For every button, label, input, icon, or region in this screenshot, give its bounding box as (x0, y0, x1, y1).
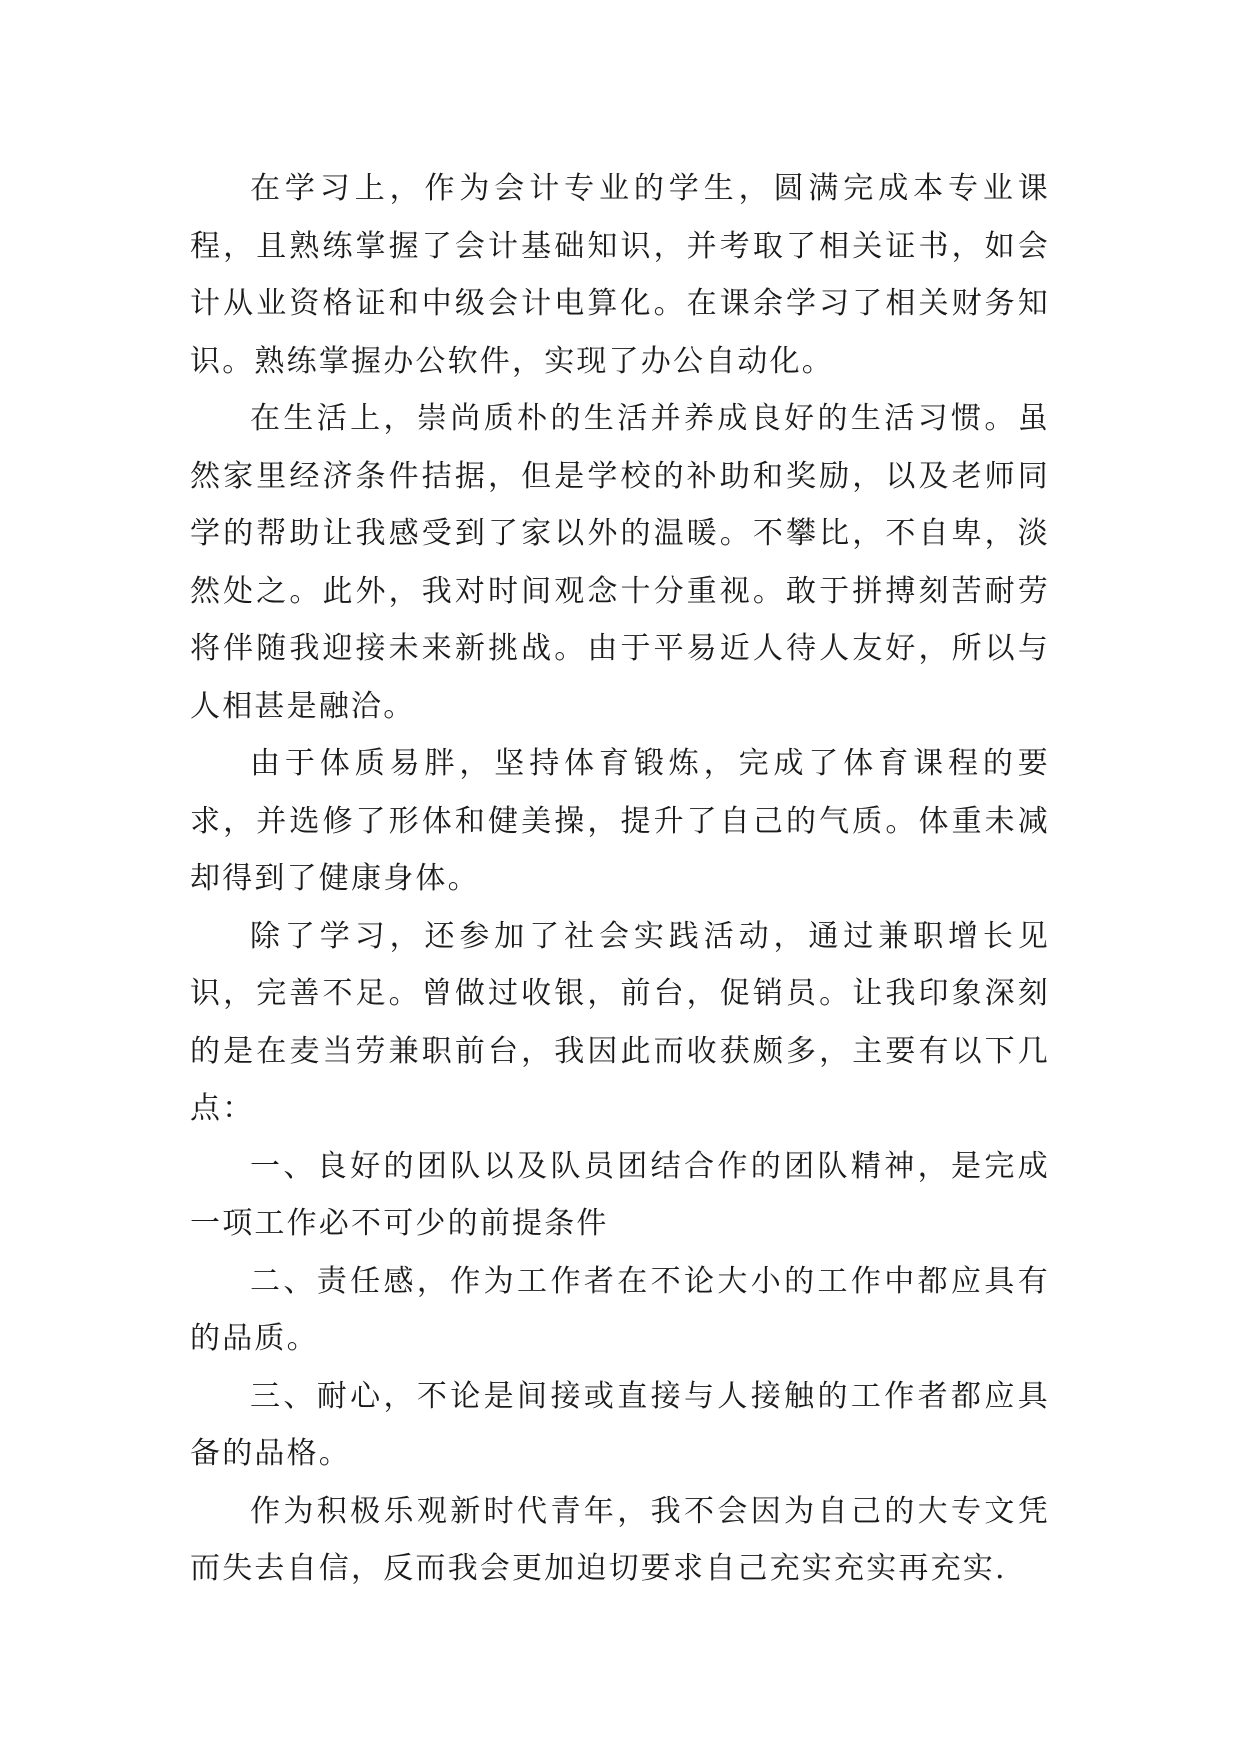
paragraph-fitness: 由于体质易胖，坚持体育锻炼，完成了体育课程的要求，并选修了形体和健美操，提升了自己的气质。体重未减却得到了健康身体。 (190, 746, 1050, 896)
paragraph-point-teamwork: 一、良好的团队以及队员团结合作的团队精神，是完成一项工作必不可少的前提条件 (190, 1148, 1050, 1241)
paragraph-point-patience: 三、耐心，不论是间接或直接与人接触的工作者都应具备的品格。 (190, 1378, 1050, 1471)
document-body (190, 160, 1050, 1598)
paragraph-point-responsibility: 二、责任感，作为工作者在不论大小的工作中都应具有的品质。 (190, 1263, 1050, 1356)
paragraph-practice: 除了学习，还参加了社会实践活动，通过兼职增长见识，完善不足。曾做过收银，前台，促销员。让我印象深刻的是在麦当劳兼职前台，我因此而收获颇多，主要有以下几点： (190, 918, 1050, 1126)
paragraph-life: 在生活上，崇尚质朴的生活并养成良好的生活习惯。虽然家里经济条件拮据，但是学校的补助和奖励，以及老师同学的帮助让我感受到了家以外的温暖。不攀比，不自卑，淡然处之。此外，我对时间观念十分重视。敢于拼搏刻苦耐劳将伴随我迎接未来新挑战。由于平易近人待人友好，所以与人相甚是融洽。 (190, 401, 1050, 724)
paragraph-conclusion: 作为积极乐观新时代青年，我不会因为自己的大专文凭而失去自信，反而我会更加迫切要求自己充实充实再充实. (190, 1493, 1050, 1586)
paragraph-study: 在学习上，作为会计专业的学生，圆满完成本专业课程，且熟练掌握了会计基础知识，并考取了相关证书，如会计从业资格证和中级会计电算化。在课余学习了相关财务知识。熟练掌握办公软件，实现了办公自动化。 (190, 171, 1050, 379)
